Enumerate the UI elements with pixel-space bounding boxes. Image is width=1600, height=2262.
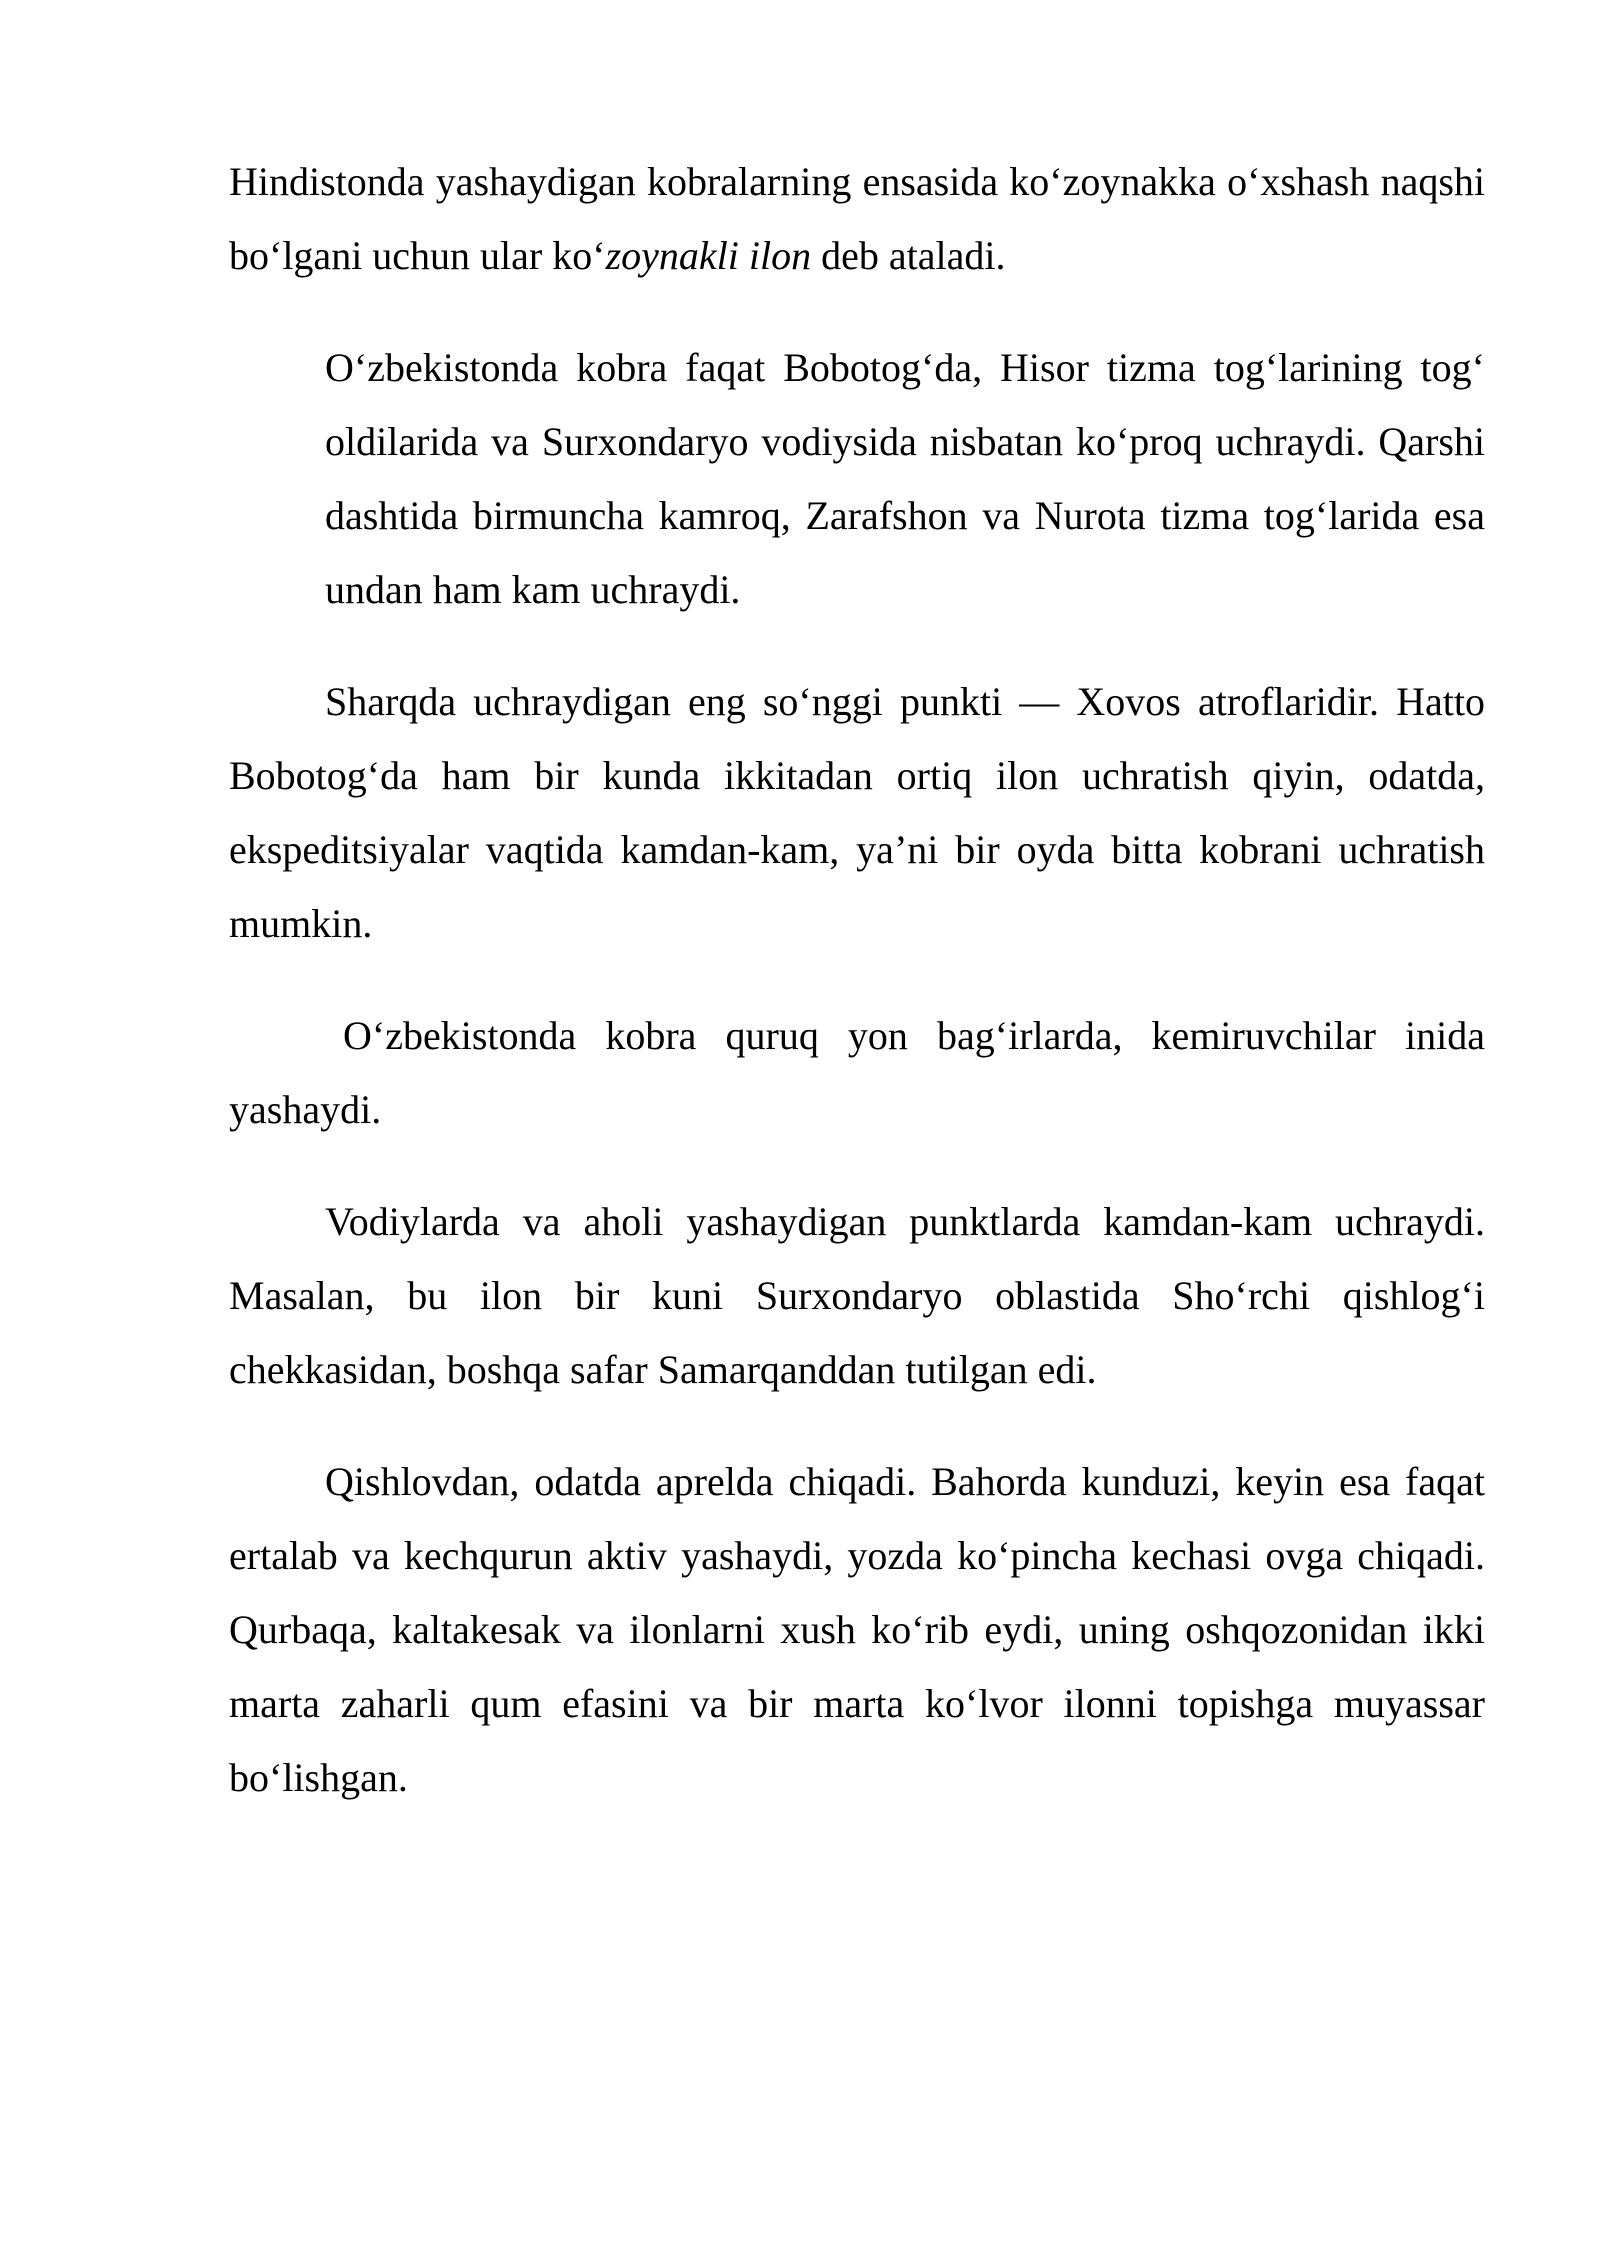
paragraph-1-italic-term: zoynakli ilon	[605, 233, 812, 278]
paragraph-4: O‘zbekistonda kobra quruq yon bag‘irlarda, kemiruvchilar inida yashaydi.	[229, 1013, 1485, 1132]
paragraph-1-text-end: deb ataladi.	[811, 233, 1006, 278]
paragraph-1-text: Hindistonda yashaydigan kobralarning ensasida ko‘zoynakka o‘xshash naqshi bo‘lgani uchun ular ko‘	[229, 159, 1485, 278]
paragraph-2: O‘zbekistonda kobra faqat Bobotog‘da, Hisor tizma tog‘larining tog‘ oldilarida va Surxondaryo vodiysida nisbatan ko‘proq uchraydi. Qarshi dashtida birmuncha kamroq, Zarafshon va Nurota tizma tog‘larida esa undan ham kam uchraydi.	[325, 345, 1485, 612]
paragraph-3: Sharqda uchraydigan eng so‘nggi punkti — Xovos atroflaridir. Hatto Bobotog‘da ham bir kunda ikkitadan ortiq ilon uchratish qiyin, odatda, ekspeditsiyalar vaqtida kamdan-kam, ya’ni bir oyda bitta kobrani uchratish mumkin.	[229, 679, 1485, 946]
paragraph-6: Qishlovdan, odatda aprelda chiqadi. Bahorda kunduzi, keyin esa faqat ertalab va kechqurun aktiv yashaydi, yozda ko‘pincha kechasi ovga chiqadi. Qurbaqa, kaltakesak va ilonlarni xush ko‘rib eydi, uning oshqozonidan ikki marta zaharli qum efasini va bir marta ko‘lvor ilonni topishga muyassar bo‘lishgan.	[229, 1459, 1485, 1800]
document-body	[229, 145, 1485, 1853]
paragraph-1	[229, 145, 1485, 293]
paragraph-5: Vodiylarda va aholi yashaydigan punktlarda kamdan-kam uchraydi. Masalan, bu ilon bir kuni Surxondaryo oblastida Sho‘rchi qishlog‘i chekkasidan, boshqa safar Samarqanddan tutilgan edi.	[229, 1199, 1485, 1392]
